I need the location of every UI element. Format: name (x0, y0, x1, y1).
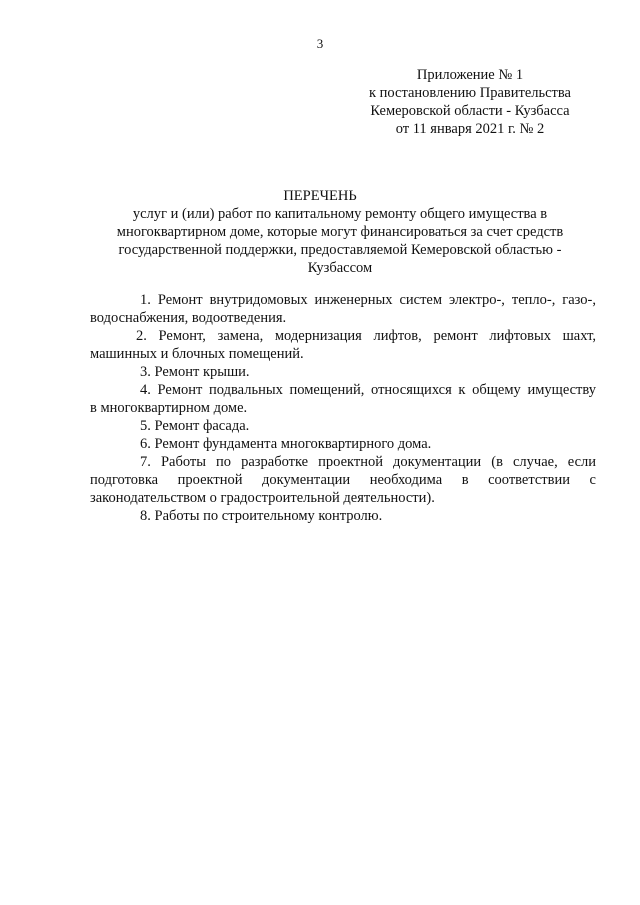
list-item (90, 381, 596, 417)
page-number: 3 (316, 36, 324, 51)
subtitle-line: государственной поддержки, предоставляемой Кемеровской областью - (118, 242, 562, 258)
list-item-line: в многоквартирном доме. (90, 400, 248, 416)
list-item-line: 8. Работы по строительному контролю. (140, 508, 383, 524)
list-item (90, 507, 596, 525)
document-title: ПЕРЕЧЕНЬ (283, 188, 357, 204)
appendix-line: от 11 января 2021 г. № 2 (395, 121, 545, 137)
appendix-line: Приложение № 1 (416, 67, 524, 83)
list-item (90, 417, 596, 435)
list-item-line: 4. Ремонт подвальных помещений, относящихся к общему имуществу (140, 382, 596, 398)
list-item (90, 327, 596, 363)
list-item (90, 363, 596, 381)
list-item-line: подготовка проектной документации необходима в соответствии с (90, 472, 596, 488)
list-item-line: 2. Ремонт, замена, модернизация лифтов, ремонт лифтовых шахт, (136, 328, 596, 344)
appendix-block (360, 66, 580, 138)
list-item-line: 7. Работы по разработке проектной документации (в случае, если (140, 454, 596, 470)
list-item-line: водоснабжения, водоотведения. (90, 310, 287, 326)
subtitle-line: многоквартирном доме, которые могут финансироваться за счет средств (116, 224, 564, 240)
list-item (90, 435, 596, 453)
appendix-line: к постановлению Правительства (369, 85, 571, 101)
subtitle-line: Кузбассом (307, 260, 373, 276)
list-item-line: машинных и блочных помещений. (90, 346, 304, 362)
list-item-line: 6. Ремонт фундамента многоквартирного дома. (140, 436, 432, 452)
subtitle-line: услуг и (или) работ по капитальному ремонту общего имущества в (132, 206, 548, 222)
appendix-line: Кемеровской области - Кузбасса (370, 103, 570, 119)
list-item-line: 1. Ремонт внутридомовых инженерных систем электро-, тепло-, газо-, (140, 292, 596, 308)
list-item (90, 453, 596, 507)
list-item-line: 5. Ремонт фасада. (140, 418, 250, 434)
services-list (90, 291, 596, 525)
list-item-line: 3. Ремонт крыши. (140, 364, 250, 380)
list-item-line: законодательством о градостроительной деятельности). (90, 490, 435, 506)
document-subtitle (90, 205, 590, 277)
list-item (90, 291, 596, 327)
